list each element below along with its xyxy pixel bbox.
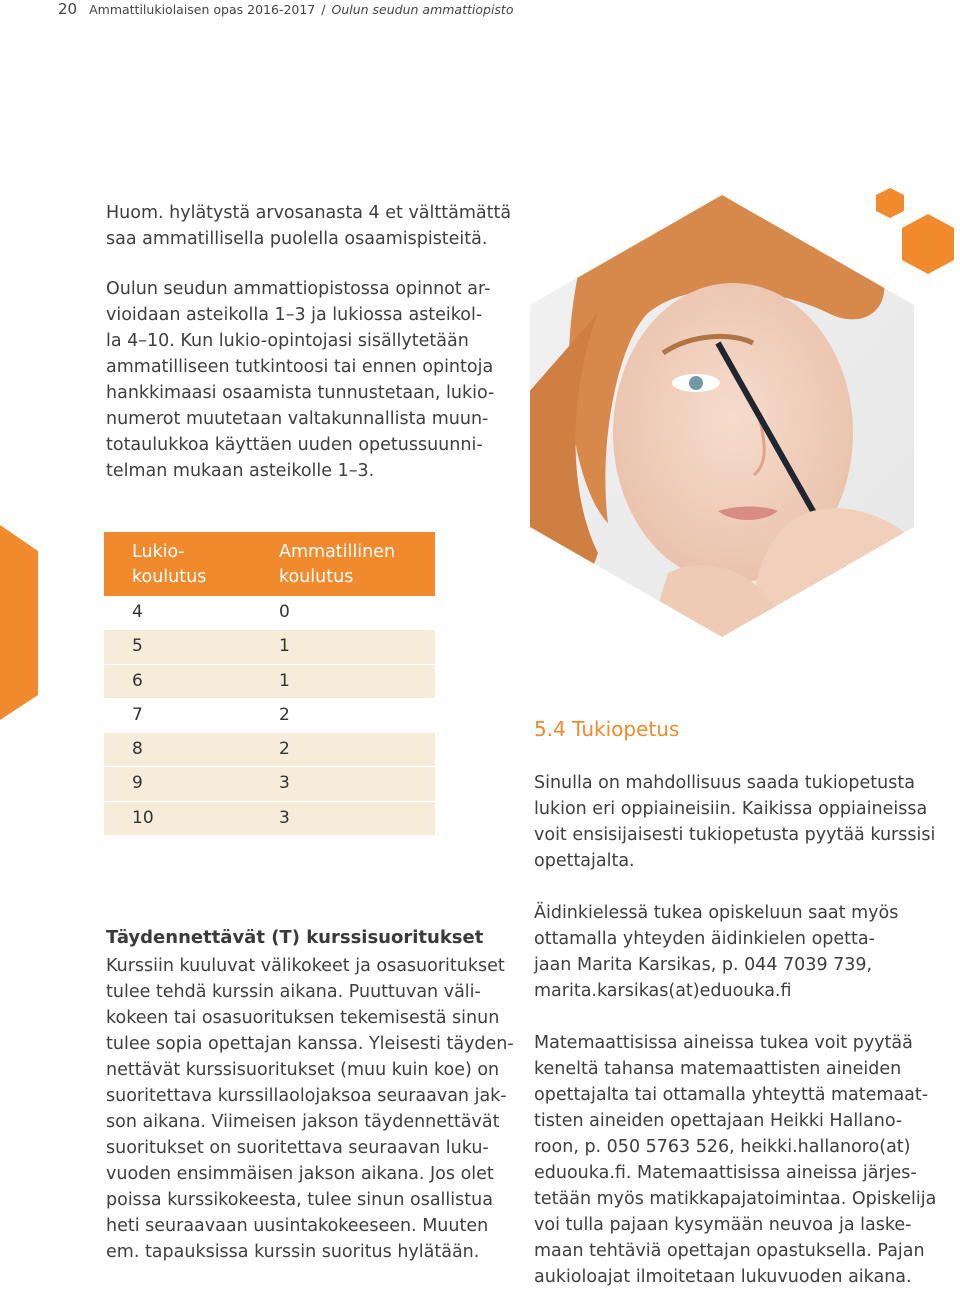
cell: 5: [132, 636, 143, 657]
tukiopetus-heading: 5.4 Tukiopetus: [534, 717, 680, 741]
text-line: suoritukset on suoritettava seuraavan luku-: [106, 1138, 489, 1158]
text-line: marita.karsikas(at)eduouka.fi: [534, 981, 792, 1001]
cell: 3: [279, 773, 290, 794]
header-lukio: [132, 540, 206, 590]
table-row: [104, 802, 435, 836]
text-line: eduouka.fi. Matemaattisissa aineissa järjes-: [534, 1163, 917, 1183]
note-paragraph: [106, 200, 511, 252]
table-row: [104, 596, 435, 630]
text-line: heti seuraavaan uusintakokeeseen. Muuten: [106, 1216, 489, 1236]
text-line: poissa kurssikokeesta, tulee sinun osallistua: [106, 1190, 493, 1210]
header-separator: /: [321, 2, 326, 17]
text-line: numerot muutetaan valtakunnallista muun-: [106, 409, 489, 429]
text-line: ammatilliseen tutkintoosi tai ennen opintoja: [106, 357, 494, 377]
left-edge-hexagon-decoration: [0, 525, 38, 720]
text-line: tetään myös matikkapajatoimintaa. Opiskelija: [534, 1189, 937, 1209]
complementary-paragraph: [106, 953, 514, 1265]
page-number: 20: [58, 0, 78, 18]
text-line: Äidinkielessä tukea opiskeluun saat myös: [534, 903, 899, 923]
cell: 0: [279, 602, 290, 622]
text-line: em. tapauksissa kurssin suoritus hylätään.: [106, 1242, 480, 1262]
woman-makeup-photo: [528, 193, 916, 639]
header-ammatillinen: [279, 540, 395, 590]
header-text: Ammatillinen: [279, 542, 396, 562]
table-row: [104, 699, 435, 733]
cell: 1: [279, 636, 290, 657]
text-line: Huom. hylätystä arvosanasta 4 et välttämättä: [106, 203, 512, 223]
table-row: [104, 733, 435, 767]
text-line: telman mukaan asteikolle 1–3.: [106, 461, 375, 481]
text-line: voit ensisijaisesti tukiopetusta pyytää kurssisi: [534, 825, 936, 845]
text-line: tulee sopia opettajan kanssa. Yleisesti täyden-: [106, 1034, 514, 1054]
text-line: jaan Marita Karsikas, p. 044 7039 739,: [534, 955, 873, 975]
text-line: Oulun seudun ammattiopistossa opinnot ar-: [106, 279, 491, 299]
text-line: maan tehtäviä opettajan opastuksella. Pajan: [534, 1241, 925, 1261]
text-line: keneltä tahansa matemaattisten aineiden: [534, 1059, 902, 1079]
text-line: ottamalla yhteyden äidinkielen opetta-: [534, 929, 875, 949]
cell: 10: [132, 807, 154, 828]
cell: 1: [279, 670, 290, 691]
text-line: Sinulla on mahdollisuus saada tukiopetusta: [534, 773, 915, 793]
cell: 3: [279, 807, 290, 828]
publisher-name: Oulun seudun ammattiopisto: [331, 2, 514, 17]
text-line: saa ammatillisella puolella osaamispisteitä.: [106, 229, 488, 249]
table-row: [104, 767, 435, 801]
cell: 2: [279, 704, 290, 725]
grade-conversion-table: [104, 532, 435, 836]
text-line: aukioloajat ilmoitetaan lukuvuoden aikana.: [534, 1267, 912, 1287]
text-line: son aikana. Viimeisen jakson täydennettävät: [106, 1112, 500, 1132]
complementary-heading: Täydennettävät (T) kurssisuoritukset: [106, 927, 484, 948]
text-line: nettävät kurssisuoritukset (muu kuin koe) on: [106, 1060, 500, 1080]
text-line: lukion eri oppiaineisiin. Kaikissa oppiaineissa: [534, 799, 928, 819]
text-line: opettajalta.: [534, 851, 635, 871]
table-row: [104, 665, 435, 699]
text-line: tulee tehdä kurssin aikana. Puuttuvan väli-: [106, 982, 481, 1002]
tukiopetus-paragraph-3: [534, 1030, 936, 1290]
text-line: roon, p. 050 5763 526, heikki.hallanoro(at): [534, 1137, 911, 1157]
text-line: hankkimaasi osaamista tunnustetaan, lukio-: [106, 383, 495, 403]
text-line: suoritettava kurssillaolojaksoa seuraavan jak-: [106, 1086, 507, 1106]
text-line: vioidaan asteikolla 1–3 ja lukiossa asteikol-: [106, 305, 483, 325]
cell: 4: [132, 602, 143, 622]
cell: 6: [132, 670, 143, 691]
cell: 8: [132, 739, 143, 760]
text-line: Matemaattisissa aineissa tukea voit pyytää: [534, 1033, 913, 1053]
text-line: Kurssiin kuuluvat välikokeet ja osasuoritukset: [106, 956, 505, 976]
text-line: kokeen tai osasuorituksen tekemisestä sinun: [106, 1008, 500, 1028]
tukiopetus-paragraph-1: [534, 770, 935, 874]
header-text: koulutus: [132, 567, 207, 587]
text-line: totaulukkoa käyttäen uuden opetussuunni-: [106, 435, 483, 455]
tukiopetus-paragraph-2: [534, 900, 898, 1004]
text-line: voi tulla pajaan kysymään neuvoa ja laske-: [534, 1215, 912, 1235]
table-row: [104, 630, 435, 664]
publication-title: Ammattilukiolaisen opas 2016-2017: [89, 2, 316, 17]
table-header: [104, 532, 435, 596]
text-line: la 4–10. Kun lukio-opintojasi sisällytetään: [106, 331, 469, 351]
text-line: vuoden ensimmäisen jakson aikana. Jos olet: [106, 1164, 494, 1184]
grading-intro-paragraph: [106, 276, 494, 484]
cell: 2: [279, 739, 290, 760]
text-line: opettajalta tai ottamalla yhteyttä matemaat-: [534, 1085, 929, 1105]
page-header: [58, 0, 513, 18]
header-text: Lukio-: [132, 542, 185, 562]
header-text: koulutus: [279, 567, 354, 587]
cell: 9: [132, 773, 143, 794]
cell: 7: [132, 704, 143, 725]
text-line: tisten aineiden opettajaan Heikki Hallano-: [534, 1111, 903, 1131]
